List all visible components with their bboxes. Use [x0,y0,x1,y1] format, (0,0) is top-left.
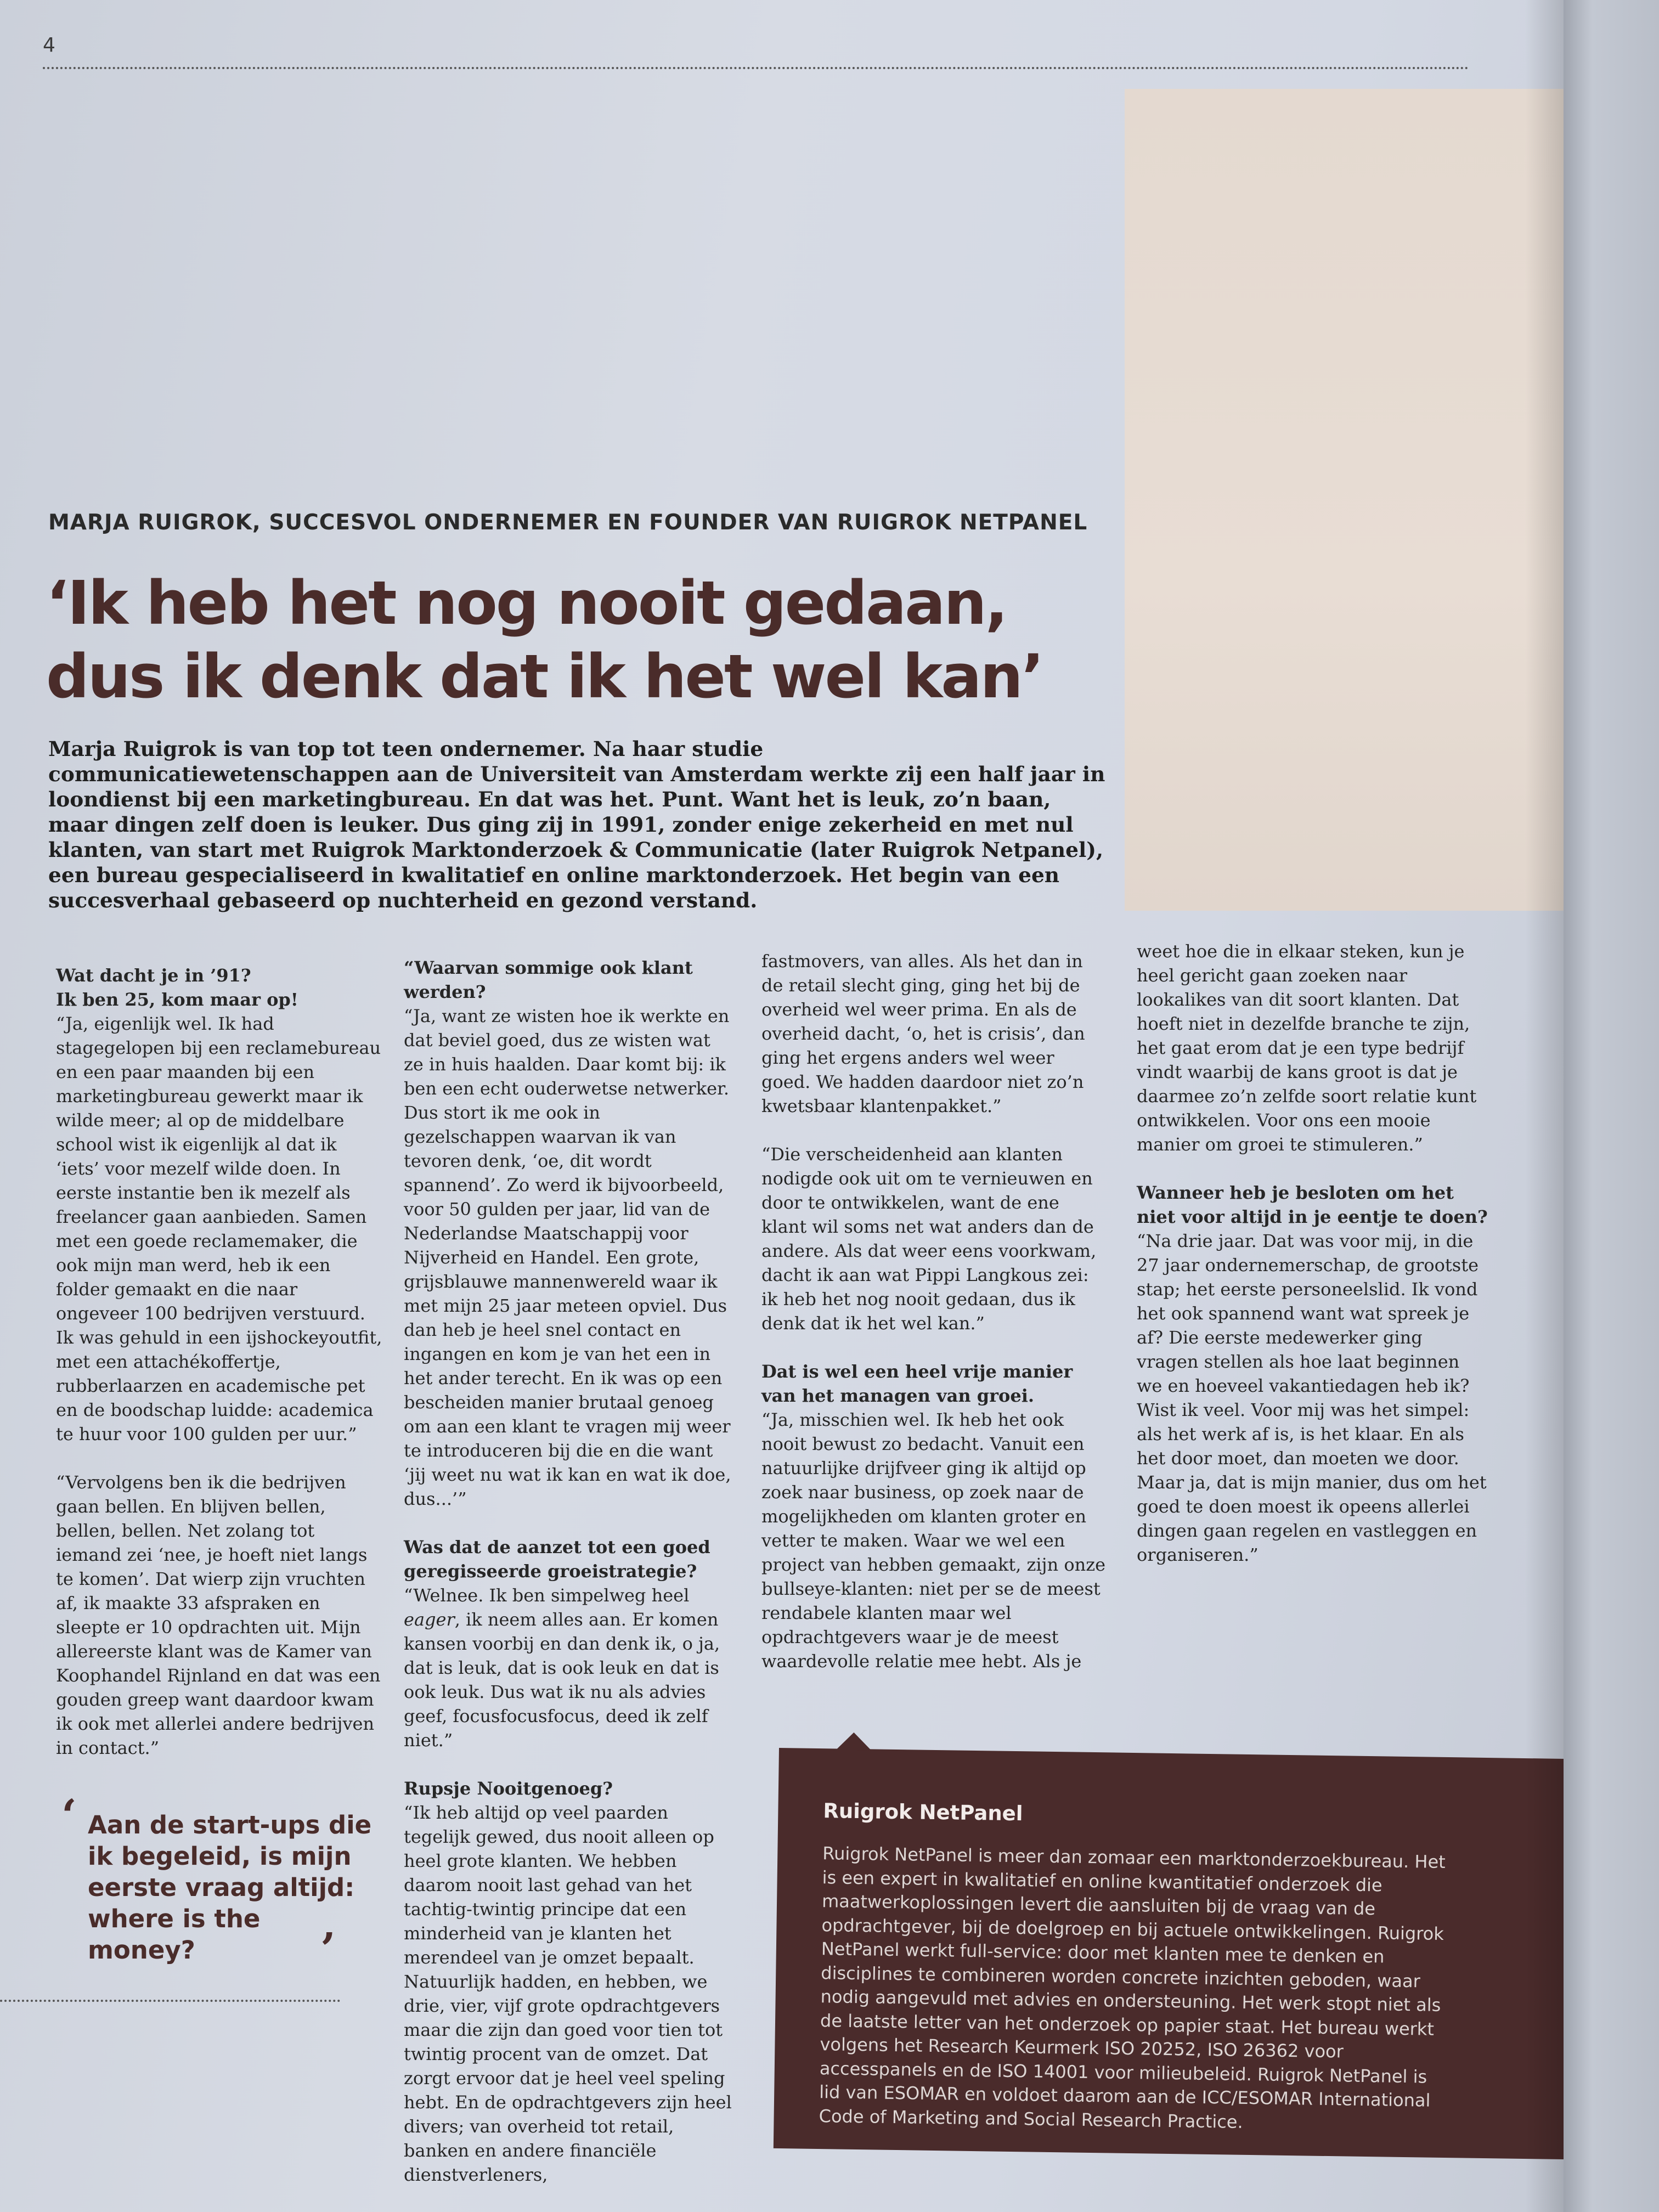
photo-area [1125,89,1564,911]
open-quote-icon: ‘ [61,1790,77,1841]
article-headline [46,566,1088,713]
info-box [774,1748,1569,2160]
paragraph: “Ik heb altijd op veel paarden tegelijk gewed, dus nooit alleen op heel grote klanten. We hebben daarom nooit last gehad van het tachtig-twintig principe dat een minderheid van je klanten het merendeel van je omzet bepaalt. Natuurlijk hadden, en hebben, we drie, vier, vijf grote opdrachtgevers maar die zijn dan goed voor tien tot twintig procent van de omzet. Dat zorgt ervoor dat je heel veel speling hebt. En de opdrachtgevers zijn heel divers; van overheid tot retail, banken en andere financiële dienstverleners, [404,1802,732,2185]
info-box-title: Ruigrok NetPanel [823,1799,1023,1826]
paragraph: “Die verscheidenheid aan klanten nodigde ook uit om te vernieuwen en door te ontwikkelen, want de ene klant wil soms net wat anders dan de andere. Als dat weer eens voorkwam, dacht ik aan wat Pippi Langkous zei: ik heb het nog nooit gedaan, dus ik denk dat ik het wel kan.” [761,1144,1097,1334]
paragraph [404,1583,733,1752]
paragraph: fastmovers, van alles. Als het dan in de retail slecht ging, ging het bij de overheid wel weer prima. En als de overheid dacht, ‘o, het is crisis’, dan ging het ergens anders wel weer goed. We hadden daardoor niet zo’n kwetsbaar klantenpakket.” [761,951,1085,1116]
article-kicker: MARJA RUIGROK, SUCCESVOL ONDERNEMER EN FOUNDER VAN RUIGROK NETPANEL [48,510,1088,535]
pull-quote: Aan de start-ups die ik begeleid, is mijn eerste vraag altijd: where is the money? [88,1810,372,1965]
column-2 [404,956,733,2211]
next-page-edge [1564,0,1659,2212]
bottom-dotted-rule [0,2000,340,2002]
question-heading: Ik ben 25, kom maar op! [56,989,298,1010]
paragraph: “Ja, want ze wisten hoe ik werkte en dat beviel goed, dus ze wisten wat ze in huis haalden. Daar komt bij: ik ben een echt ouderwetse netwerker. Dus stort ik me ook in gezelschappen waarvan ik van tevoren denk, ‘oe, dit wordt spannend’. Zo werd ik bijvoorbeeld, voor 50 gulden per jaar, lid van de Nederlandse Maatschappij voor Nijverheid en Handel. Een grote, grijsblauwe mannenwereld waar ik met mijn 25 jaar meteen opviel. Dus dan heb je heel snel contact en ingangen en kom je van het een in het ander terecht. En ik was op een bescheiden manier brutaal genoeg om aan een klant te vragen mij weer te introduceren bij die en die want ‘jij weet nu wat ik kan en wat ik doe, dus...’” [404,1006,731,1509]
info-box-text: Ruigrok NetPanel is meer dan zomaar een marktonderzoekbureau. Het is een expert in kwalitatief en online kwantitatief onderzoek die maatwerkoplossingen levert die aansluiten bij de vraag van de opdrachtgever, bij de doelgroep en bij actuele ontwikkelingen. Ruigrok NetPanel werkt full-service: door met klanten mee te denken en disciplines te combineren worden concrete inzichten geboden, waar nodig aangevuld met advies en ondersteuning. Het werk stopt niet als de laatste letter van het onderzoek op papier staat. Het bureau werkt volgens het Research Keurmerk ISO 20252, ISO 26362 voor accesspanels en de ISO 14001 voor milieubeleid. Ruigrok NetPanel is lid van ESOMAR en voldoet daarom aan de ICC/ESOMAR International Code of Marketing and Social Research Practice. [819,1843,1446,2132]
headline-line-2: dus ik denk dat ik het wel kan’ [46,641,1043,712]
top-dotted-rule [43,67,1469,69]
question-heading: Wanneer heb je besloten om het niet voor altijd in je eentje te doen? [1137,1182,1488,1227]
page-number: 4 [43,34,55,57]
column-4 [1137,939,1488,1591]
question-heading: Rupsje Nooitgenoeg? [404,1778,613,1799]
headline-line-1: ‘Ik heb het nog nooit gedaan, [46,568,1007,638]
column-3 [761,949,1107,1697]
question-heading: Wat dacht je in ’91? [56,965,251,986]
paragraph: “Ja, misschien wel. Ik heb het ook nooit bewust zo bedacht. Vanuit een natuurlijke drijfveer ging ik altijd op zoek naar business, op zoek naar de mogelijkheden om klanten groter en vetter te maken. Waar we wel een project van hebben gemaakt, zijn onze bullseye-klanten: niet per se de meest rendabele klanten maar wel opdrachtgevers waar je de meest waardevolle relatie mee hebt. Als je [761,1409,1106,1672]
paragraph: “Ja, eigenlijk wel. Ik had stagegelopen bij een reclamebureau en een paar maanden bij een marketingbureau gewerkt maar ik wilde meer; al op de middelbare school wist ik eigenlijk al dat ik ‘iets’ voor mezelf wilde doen. In eerste instantie ben ik mezelf als freelancer gaan aanbieden. Samen met een goede reclamemaker, die ook mijn man werd, heb ik een folder gemaakt en die naar ongeveer 100 bedrijven verstuurd. Ik was gehuld in een ijshockeyoutfit, met een attachékoffertje, rubberlaarzen en academische pet en de boodschap luidde: academica te huur voor 100 gulden per uur.” [56,1013,382,1444]
question-heading: Was dat de aanzet tot een goed geregisseerde groeistrategie? [404,1537,710,1582]
question-heading: Dat is wel een heel vrije manier van het managen van groei. [761,1361,1073,1406]
question-heading: “Waarvan sommige ook klant werden? [404,957,693,1002]
paragraph: “Na drie jaar. Dat was voor mij, in die 27 jaar ondernemerschap, de grootste stap; het eerste personeelslid. Ik vond het ook spannend want wat spreek je af? Die eerste medewerker ging vragen stellen als hoe laat beginnen we en hoeveel vakantiedagen heb ik? Wist ik veel. Voor mij was het simpel: als het werk af is, is het klaar. En als het door moet, dan moeten we door. Maar ja, dat is mijn manier, dus om het goed te doen moest ik opeens allerlei dingen gaan regelen en vastleggen en organiseren.” [1137,1231,1487,1565]
paragraph: weet hoe die in elkaar steken, kun je heel gericht gaan zoeken naar lookalikes van dit soort klanten. Dat hoeft niet in dezelfde branche te zijn, het gaat erom dat je een type bedrijf vindt waarbij de kans groot is dat je daarmee zo’n zelfde soort relatie kunt ontwikkelen. Voor ons een mooie manier om groei te stimuleren.” [1137,941,1477,1155]
column-1 [56,963,385,1784]
article-intro: Marja Ruigrok is van top tot teen ondernemer. Na haar studie communicatiewetenschappen aan de Universiteit van Amsterdam werkte zij een half jaar in loondienst bij een marketingbureau. En dat was het. Punt. Want het is leuk, zo’n baan, maar dingen zelf doen is leuker. Dus ging zij in 1991, zonder enige zekerheid en met nul klanten, van start met Ruigrok Marktonderzoek & Communicatie (later Ruigrok Netpanel), een bureau gespecialiseerd in kwalitatief en online marktonderzoek. Het begin van een succesverhaal gebaseerd op nuchterheid en gezond verstand. [48,737,1105,912]
info-box-pointer [836,1732,871,1750]
paragraph-part: “Welnee. Ik ben simpelweg heel [404,1585,690,1606]
paragraph-part: , ik neem alles aan. Er komen kansen voorbij en dan denk ik, o ja, dat is leuk, dat is ook leuk en dat is ook leuk. Dus wat ik nu als advies geef, focusfocusfocus, deed ik zelf niet.” [404,1609,720,1751]
page-fold-shadow [1525,0,1569,2212]
close-quote-icon: ’ [320,1923,336,1974]
paragraph: “Vervolgens ben ik die bedrijven gaan bellen. En blijven bellen, bellen, bellen. Net zolang tot iemand zei ‘nee, je hoeft niet langs te komen’. Dat wierp zijn vruchten af, ik maakte 33 afspraken en sleepte er 10 opdrachten uit. Mijn allereerste klant was de Kamer van Koophandel Rijnland en dat was een gouden greep want daardoor kwam ik ook met allerlei andere bedrijven in contact.” [56,1472,381,1758]
emphasis: eager [404,1609,455,1630]
